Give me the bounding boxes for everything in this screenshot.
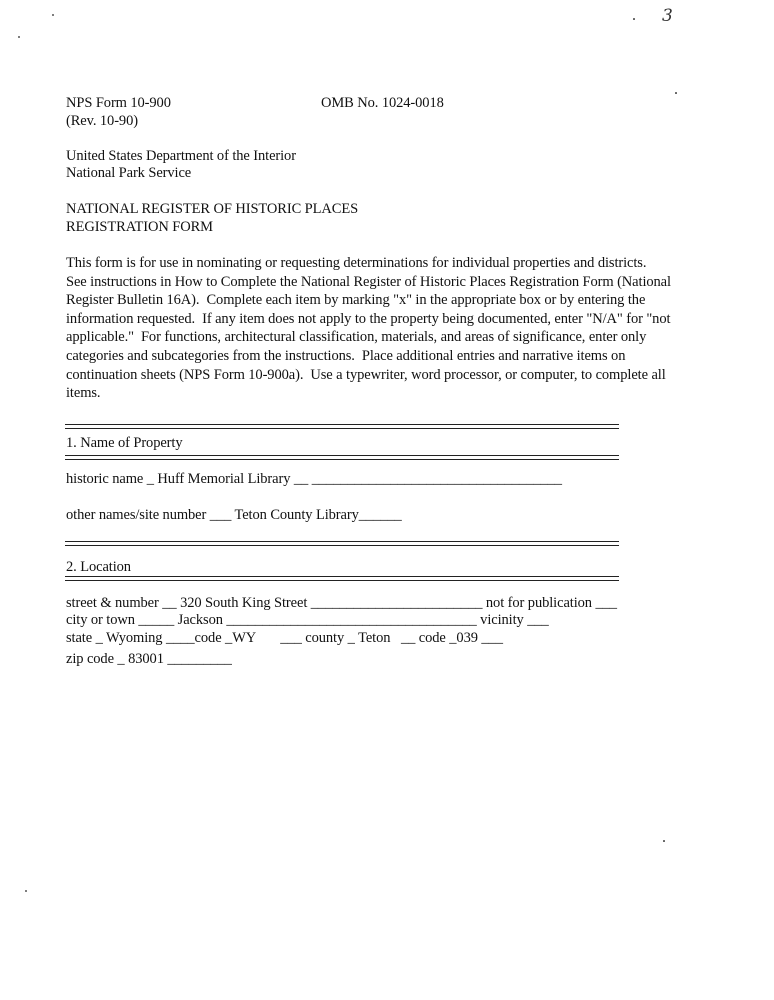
section-divider xyxy=(65,580,619,581)
section-divider xyxy=(65,545,619,546)
instructions-line: information requested. If any item does not apply to the property being documented, enter "N/A" for "not xyxy=(66,310,671,327)
other-names-field: other names/site number ___ Teton County Library______ xyxy=(66,507,402,523)
instructions-line: Register Bulletin 16A). Complete each item by marking "x" in the appropriate box or by entering the xyxy=(66,292,646,309)
instructions-line: This form is for use in nominating or requesting determinations for individual properties and districts. xyxy=(66,255,647,271)
historic-name-field: historic name _ Huff Memorial Library __ ___________________________________ xyxy=(66,471,562,487)
form-title: NATIONAL REGISTER OF HISTORIC PLACES xyxy=(66,201,359,217)
instructions-line: applicable." For functions, architectural classification, materials, and areas of significance, enter only xyxy=(66,329,647,346)
city-town-field: city or town _____ Jackson ___________________________________ vicinity ___ xyxy=(66,612,549,628)
page-number: 3 xyxy=(662,6,673,26)
zip-code-field: zip code _ 83001 _________ xyxy=(66,651,232,667)
scan-speck xyxy=(25,890,27,892)
street-number-field: street & number __ 320 South King Street ________________________ not for publication ___ xyxy=(66,595,617,611)
section-1-heading: 1. Name of Property xyxy=(66,435,183,451)
instructions-line: items. xyxy=(66,385,101,402)
section-divider xyxy=(65,424,619,425)
instructions-line: continuation sheets (NPS Form 10-900a). Use a typewriter, word processor, or computer, to complete all xyxy=(66,366,666,383)
form-revision: (Rev. 10-90) xyxy=(66,113,138,129)
scan-speck xyxy=(663,840,665,842)
instructions-line: categories and subcategories from the instructions. Place additional entries and narrative items on xyxy=(66,347,626,364)
form-subtitle: REGISTRATION FORM xyxy=(66,219,213,235)
instructions-paragraph xyxy=(66,254,706,403)
section-2-heading: 2. Location xyxy=(66,559,131,575)
section-divider xyxy=(65,459,619,460)
department-name: United States Department of the Interior xyxy=(66,148,296,164)
section-divider xyxy=(65,541,619,542)
section-divider xyxy=(65,455,619,456)
scan-speck xyxy=(52,14,54,16)
form-number: NPS Form 10-900 xyxy=(66,95,171,111)
instructions-line: See instructions in How to Complete the National Register of Historic Places Registration Form (National xyxy=(66,273,671,290)
scan-speck xyxy=(633,18,635,20)
scan-speck xyxy=(18,36,20,38)
scan-speck xyxy=(675,92,677,94)
section-divider xyxy=(65,576,619,577)
omb-number: OMB No. 1024-0018 xyxy=(321,95,444,111)
state-county-field: state _ Wyoming ____code _WY ___ county _ Teton __ code _039 ___ xyxy=(66,630,503,646)
section-divider xyxy=(65,428,619,429)
agency-name: National Park Service xyxy=(66,165,192,181)
